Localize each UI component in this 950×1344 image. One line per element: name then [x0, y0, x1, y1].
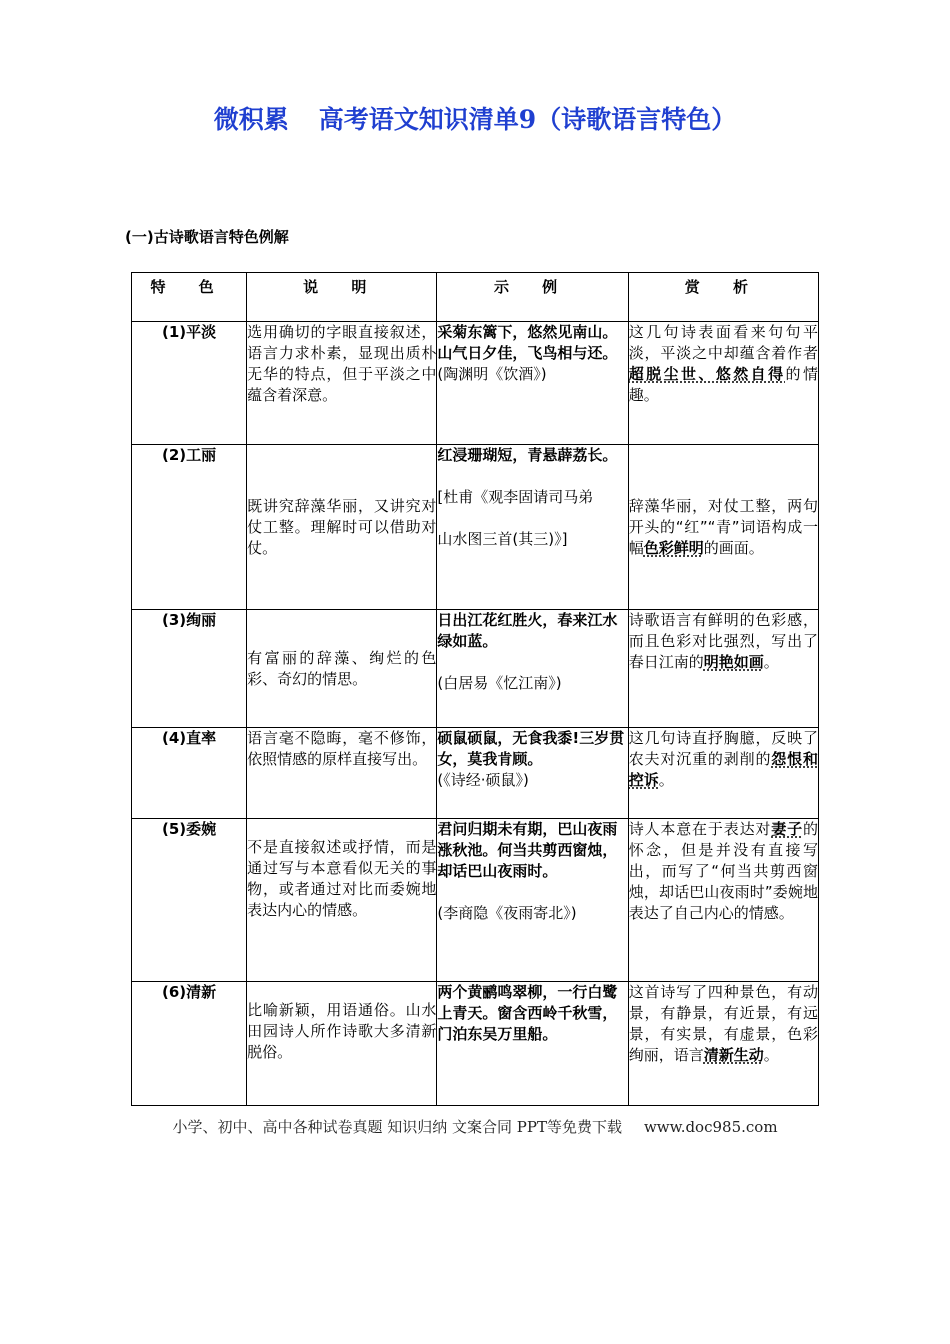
table-row [132, 610, 819, 728]
example-source-cont: 山水图三首(其三)》] [437, 530, 568, 548]
example-source: [杜甫《观李固请司马弟 [437, 488, 594, 506]
example-cell [437, 445, 628, 610]
analysis-keyword: 怨恨和控诉 [628, 750, 818, 789]
title-left: 微积累 [213, 105, 289, 134]
analysis-keyword: 明艳如画 [703, 653, 764, 671]
feature-cell: (5)委婉 [132, 819, 247, 982]
description-cell: 有富丽的辞藻、绚烂的色彩、奇幻的情思。 [247, 610, 437, 728]
example-source: (陶渊明《饮酒》) [437, 365, 547, 383]
feature-cell: (2)工丽 [132, 445, 247, 610]
analysis-text-end: 的情趣。 [628, 365, 818, 404]
example-text: 采菊东篱下，悠然见南山。山气日夕佳，飞鸟相与还。 [437, 323, 618, 362]
analysis-text-end: 。 [763, 1046, 779, 1064]
analysis-text: 这首诗写了四种景色，有动景，有静景，有近景，有远景，有实景，有虚景，色彩绚丽，语言 [628, 983, 818, 1064]
analysis-text-end: 的怀念，但是并没有直接写出，而写了“何当共剪西窗烛，却话巴山夜雨时”委婉地表达了自己内心的情感。 [628, 820, 818, 922]
description-cell: 比喻新颖，用语通俗。山水田园诗人所作诗歌大多清新脱俗。 [247, 982, 437, 1106]
analysis-text: 诗歌语言有鲜明的色彩感，而且色彩对比强烈，写出了春日江南的 [628, 611, 818, 671]
feature-cell: (1)平淡 [132, 322, 247, 445]
example-cell [437, 322, 628, 445]
table-row [132, 982, 819, 1106]
example-text: 两个黄鹂鸣翠柳，一行白鹭上青天。窗含西岭千秋雪，门泊东吴万里船。 [437, 983, 618, 1043]
analysis-text: 辞藻华丽，对仗工整，两句开头的“红”“青”词语构成一幅 [628, 496, 818, 557]
example-cell [437, 610, 628, 728]
header-feature: 特 色 [132, 273, 247, 322]
analysis-keyword: 妻子 [771, 820, 803, 838]
analysis-text: 这几句诗直抒胸臆，反映了农夫对沉重的剥削的 [628, 729, 818, 768]
analysis-cell [628, 982, 818, 1106]
title-right: 高考语文知识清单9（诗歌语言特色） [318, 105, 737, 134]
example-text: 君问归期未有期，巴山夜雨涨秋池。何当共剪西窗烛，却话巴山夜雨时。 [437, 820, 618, 880]
analysis-cell [628, 610, 818, 728]
analysis-keyword: 超脱尘世、悠然自得 [628, 365, 786, 383]
example-cell [437, 728, 628, 819]
analysis-cell [628, 728, 818, 819]
example-source: (李商隐《夜雨寄北》) [437, 904, 577, 922]
example-cell [437, 819, 628, 982]
description-cell: 既讲究辞藻华丽，又讲究对仗工整。理解时可以借助对仗。 [247, 445, 437, 610]
table-header-row [132, 273, 819, 322]
page-footer [0, 1116, 950, 1137]
example-text: 红浸珊瑚短，青悬薜荔长。 [437, 446, 618, 464]
section-title: (一)古诗歌语言特色例解 [125, 228, 289, 246]
footer-url[interactable]: www.doc985.com [643, 1118, 778, 1136]
analysis-cell [628, 819, 818, 982]
description-cell: 语言毫不隐晦，毫不修饰，依照情感的原样直接写出。 [247, 728, 437, 819]
header-description: 说 明 [247, 273, 437, 322]
table-row [132, 728, 819, 819]
analysis-cell [628, 322, 818, 445]
analysis-keyword: 色彩鲜明 [643, 538, 704, 557]
description-cell: 不是直接叙述或抒情，而是通过写与本意看似无关的事物，或者通过对比而委婉地表达内心的情感。 [247, 819, 437, 982]
example-cell [437, 982, 628, 1106]
features-table [131, 272, 819, 1106]
example-source: (白居易《忆江南》) [437, 674, 562, 692]
analysis-text-end: 。 [763, 653, 779, 671]
footer-text: 小学、初中、高中各种试卷真题 知识归纳 文案合同 PPT等免费下载 [172, 1118, 622, 1136]
analysis-keyword: 清新生动 [703, 1046, 764, 1064]
table-row [132, 322, 819, 445]
header-example: 示 例 [437, 273, 628, 322]
description-cell: 选用确切的字眼直接叙述，语言力求朴素，显现出质朴无华的特点，但于平淡之中蕴含着深意。 [247, 322, 437, 445]
table-row [132, 445, 819, 610]
page-title [0, 100, 950, 136]
feature-cell: (3)绚丽 [132, 610, 247, 728]
analysis-text: 诗人本意在于表达对 [628, 820, 772, 838]
header-analysis: 赏 析 [628, 273, 818, 322]
table-row [132, 819, 819, 982]
analysis-text-end: 。 [658, 771, 674, 789]
feature-cell: (6)清新 [132, 982, 247, 1106]
example-text: 硕鼠硕鼠，无食我黍!三岁贯女，莫我肯顾。 [437, 729, 625, 768]
example-source: (《诗经·硕鼠》) [437, 771, 529, 789]
example-text: 日出江花红胜火，春来江水绿如蓝。 [437, 611, 618, 650]
analysis-cell [628, 445, 818, 610]
analysis-text: 这几句诗表面看来句句平淡，平淡之中却蕴含着作者 [628, 323, 818, 362]
feature-cell: (4)直率 [132, 728, 247, 819]
analysis-text-end: 的画面。 [703, 538, 764, 557]
